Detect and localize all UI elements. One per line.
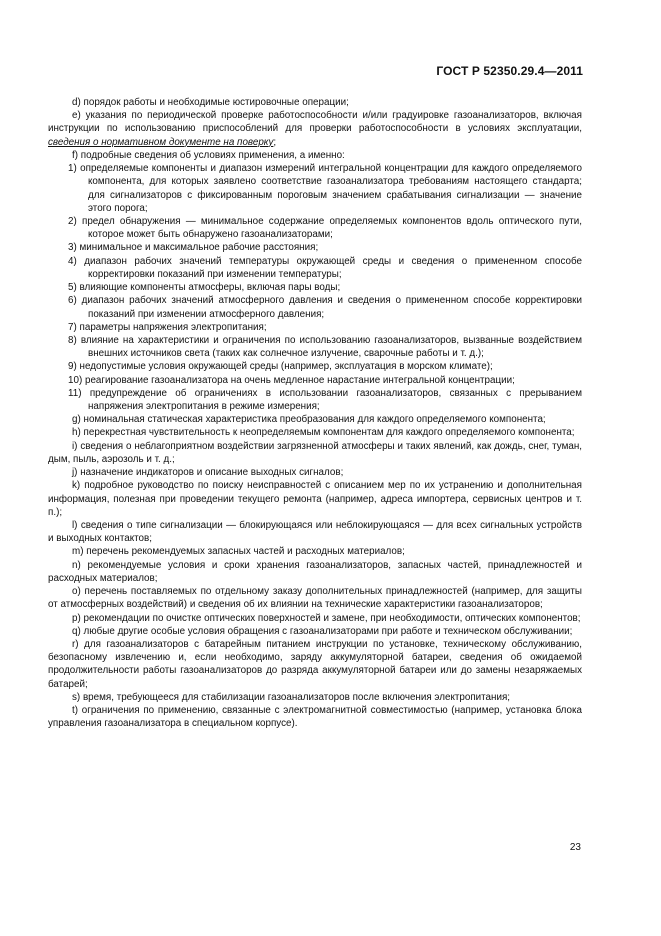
list-item-g: g) номинальная статическая характеристика преобразования для каждого определяемого компонента;	[72, 414, 546, 426]
normative-document-link[interactable]: сведения о нормативном документе на поверку	[48, 136, 274, 148]
list-item-n: n) рекомендуемые условия и сроки хранения газоанализаторов, запасных частей, принадлежностей и расходных материалов;	[48, 559, 582, 584]
list-item-t: t) ограничения по применению, связанные с электромагнитной совместимостью (например, установка блока управления газоанализатора в специальном корпусе).	[48, 705, 582, 730]
sub-item-2: 2) предел обнаружения — минимальное содержание определяемых компонентов вдоль оптического пути, которое может быть обнаружено газоанализаторами;	[68, 215, 582, 241]
list-item-h: h) перекрестная чувствительность к неопределяемым компонентам для каждого определяемого компонента;	[72, 427, 575, 439]
sub-item-10: 10) реагирование газоанализатора на очень медленное нарастание интегральной концентрации;	[68, 374, 515, 386]
sub-item-3: 3) минимальное и максимальное рабочие расстояния;	[68, 242, 319, 254]
list-item-j: j) назначение индикаторов и описание выходных сигналов;	[72, 467, 344, 479]
list-item-i: i) сведения о неблагоприятном воздействии загрязненной атмосферы и таких явлений, как дождь, снег, туман, дым, пыль, аэрозоль и т. д.;	[48, 440, 582, 465]
list-item-q: q) любые другие особые условия обращения с газоанализаторами при работе и техническом обслуживании;	[72, 625, 573, 637]
sub-item-6: 6) диапазон рабочих значений атмосферного давления и сведения о примененном способе корректировки показаний при изменении атмосферного давления;	[68, 295, 582, 320]
document-code-header: ГОСТ Р 52350.29.4—2011	[436, 64, 583, 78]
list-item-k: k) подробное руководство по поиску неисправностей с описанием мер по их устранению и дополнительная информация, полезная при проведении текущего ремонта (например, адреса импортера, сервисных центров и т. п.);	[48, 480, 582, 518]
sub-item-7: 7) параметры напряжения электропитания;	[68, 321, 267, 333]
sub-item-8: 8) влияние на характеристики и ограничения по использованию газоанализаторов, вызванные воздействием внешних источников света (таких как солнечное излучение, сварочные работы и т. д.);	[68, 334, 582, 360]
list-item-f: f) подробные сведения об условиях применения, а именно:	[72, 149, 345, 161]
list-item-d: d) порядок работы и необходимые юстировочные операции;	[72, 97, 349, 108]
sub-item-11: 11) предупреждение об ограничениях в использовании газоанализаторов, связанных с прерыванием напряжения электропитания в режиме измерения;	[68, 387, 582, 413]
page-number: 23	[569, 842, 581, 853]
list-item-p: p) рекомендации по очистке оптических поверхностей и замене, при необходимости, оптических компонентов;	[72, 612, 581, 624]
list-item-e: e) указания по периодической проверке работоспособности и/или градуировке газоанализаторов, включая инструкции по использованию приспособлений для проверки работоспособности в условиях эксплуатации, сведения о нормативном документе на поверку;	[48, 110, 582, 148]
sub-item-1: 1) определяемые компоненты и диапазон измерений интегральной концентрации для каждого определяемого компонента, для которых заявлено соответствие газоанализатора требованиям настоящего стандарта; для сигнализаторов с фиксированным пороговым значением срабатывания сигнализации — значение этого порога;	[68, 163, 582, 214]
list-item-o: o) перечень поставляемых по отдельному заказу дополнительных принадлежностей (например, для защиты от атмосферных воздействий) и сведения об их влиянии на технические характеристики газоанализаторов;	[48, 586, 582, 611]
list-item-r: r) для газоанализаторов с батарейным питанием инструкции по установке, техническому обслуживанию, безопасному извлечению и, если необходимо, заряду аккумуляторной батареи, сведения об ожидаемой продолжительности работы газоанализаторов до разряда аккумуляторной батареи или до замены незаряжаемых батарей;	[48, 638, 582, 690]
sub-item-4: 4) диапазон рабочих значений температуры окружающей среды и сведения о примененном способе корректировки показаний при изменении температуры;	[68, 255, 582, 280]
document-body	[48, 96, 582, 731]
list-item-m: m) перечень рекомендуемых запасных частей и расходных материалов;	[72, 546, 405, 558]
list-item-s: s) время, требующееся для стабилизации газоанализаторов после включения электропитания;	[72, 691, 511, 703]
sub-item-5: 5) влияющие компоненты атмосферы, включая пары воды;	[68, 282, 341, 294]
sub-item-9: 9) недопустимые условия окружающей среды (например, эксплуатация в морском климате);	[68, 361, 493, 373]
list-item-l: l) сведения о типе сигнализации — блокирующаяся или неблокирующаяся — для всех сигнальных устройств и выходных контактов;	[48, 520, 582, 545]
